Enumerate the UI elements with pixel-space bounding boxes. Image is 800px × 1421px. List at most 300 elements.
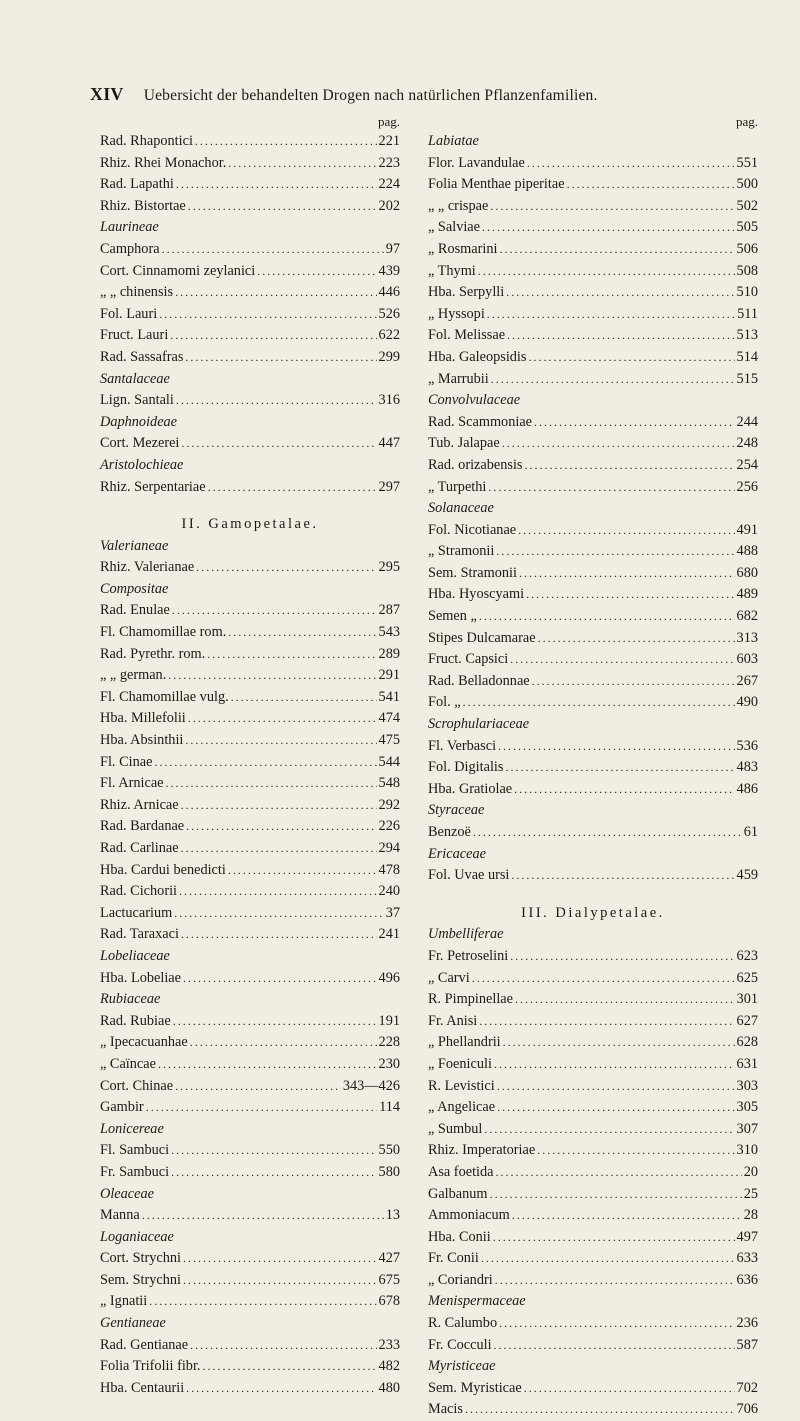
family-name: Lobeliaceae (100, 947, 170, 964)
leader-dots (497, 1097, 734, 1119)
page-ref: 287 (378, 602, 400, 619)
leader-dots (159, 304, 376, 326)
page-ref: 305 (736, 1099, 758, 1116)
drug-name: Rhiz. Bistortae (100, 197, 186, 214)
page-ref: 491 (736, 521, 758, 538)
page-ref: 297 (378, 478, 400, 495)
page-ref: 500 (736, 176, 758, 193)
page-ref: 233 (378, 1336, 400, 1353)
leader-dots (162, 239, 384, 261)
drug-name: „ Phellandrii (428, 1034, 501, 1051)
leader-dots (185, 347, 376, 369)
drug-name: Hba. Conii (428, 1228, 491, 1245)
page-ref: 548 (378, 775, 400, 792)
drug-name: „ Caïncae (100, 1055, 156, 1072)
drug-name: Rhiz. Arnicae (100, 796, 179, 813)
leader-dots (500, 239, 735, 261)
family-heading (100, 989, 400, 1011)
family-heading (100, 455, 400, 477)
page-ref: 294 (378, 840, 400, 856)
page-ref: 299 (378, 348, 400, 365)
drug-name: R. Levistici (428, 1077, 495, 1094)
family-heading (100, 217, 400, 239)
leader-dots (532, 671, 735, 693)
drug-name: Hba. Gratiolae (428, 780, 513, 797)
leader-dots (190, 1335, 376, 1357)
page-ref: 244 (736, 413, 758, 430)
index-entry (428, 822, 758, 844)
page-ref: 505 (736, 219, 758, 236)
index-entry (100, 881, 400, 903)
leader-dots (494, 1054, 735, 1076)
index-entry (100, 347, 400, 369)
leader-dots (142, 1205, 384, 1227)
index-entry (428, 261, 758, 283)
index-entry (428, 1097, 758, 1119)
drug-name: Hba. Serpylli (428, 284, 505, 301)
index-entry (428, 477, 758, 499)
leader-dots (175, 1076, 341, 1098)
drug-name: Hba. Lobeliae (100, 969, 181, 986)
page-ref: 230 (378, 1055, 400, 1072)
leader-dots (505, 757, 734, 779)
leader-dots (497, 1076, 735, 1098)
family-heading (100, 579, 400, 601)
leader-dots (174, 903, 383, 925)
leader-dots (503, 1032, 735, 1054)
page-ref: 191 (378, 1012, 400, 1029)
leader-dots (149, 1291, 376, 1313)
leader-dots (525, 455, 735, 477)
leader-dots (567, 174, 735, 196)
page-ref: 291 (378, 667, 400, 684)
page-ref: 633 (736, 1250, 758, 1267)
drug-name: „ Thymi (428, 262, 476, 279)
page-ref: 254 (736, 456, 758, 473)
drug-name: Fr. Anisi (428, 1012, 478, 1029)
leader-dots (257, 261, 376, 283)
page-ref: 483 (736, 759, 758, 776)
leader-dots (506, 282, 734, 304)
page-ref: 248 (736, 435, 758, 452)
leader-dots (179, 881, 377, 903)
page-ref: 28 (743, 1207, 758, 1224)
family-name: Labiatae (428, 133, 479, 149)
index-entry (100, 433, 400, 455)
page-ref: 236 (736, 1315, 758, 1332)
drug-name: Fr. Petroselini (428, 947, 509, 964)
index-entry (100, 282, 400, 304)
index-entry (100, 1011, 400, 1033)
leader-dots (524, 1378, 735, 1400)
index-entry (428, 239, 758, 261)
drug-name: Gambir (100, 1099, 144, 1116)
page-ref: 682 (736, 608, 758, 625)
family-name: Laurineae (100, 219, 159, 236)
leader-dots (491, 369, 735, 391)
family-name: Gentianeae (100, 1315, 166, 1332)
page-ref: 20 (743, 1163, 758, 1180)
page-ref: 622 (378, 327, 400, 344)
leader-dots (196, 557, 376, 579)
page-ref: 515 (736, 370, 758, 387)
index-entry (428, 736, 758, 758)
family-name: Rubiaceae (100, 991, 161, 1008)
leader-dots (207, 644, 376, 666)
index-entry (428, 1205, 758, 1227)
drug-name: „ Angelicae (428, 1099, 496, 1116)
page-ref: 680 (736, 564, 758, 581)
leader-dots (186, 816, 376, 838)
index-entry (428, 865, 758, 887)
index-entry (100, 1378, 400, 1400)
page-ref: 631 (736, 1055, 758, 1072)
drug-name: Sem. Stramonii (428, 564, 517, 581)
index-entry (100, 795, 400, 817)
index-entry (100, 557, 400, 579)
drug-name: Galbanum (428, 1185, 488, 1202)
drug-name: Rad. Taraxaci (100, 926, 179, 943)
index-entry (100, 174, 400, 196)
index-entry (428, 1184, 758, 1206)
index-entry (100, 838, 400, 860)
family-heading (100, 946, 400, 968)
drug-name: Lactucarium (100, 904, 173, 921)
section-heading (100, 514, 400, 536)
drug-name: Rhiz. Valerianae (100, 559, 195, 576)
leader-dots (481, 1248, 735, 1270)
leader-dots (154, 752, 376, 774)
index-entry (428, 541, 758, 563)
drug-name: Rad. Belladonnae (428, 672, 530, 689)
index-entry (428, 217, 758, 239)
leader-dots (538, 628, 735, 650)
leader-dots (514, 779, 734, 801)
index-entry (100, 752, 400, 774)
page-number: XIV (90, 84, 124, 104)
drug-name: Sem. Myristicae (428, 1379, 522, 1396)
drug-name: Fruct. Lauri (100, 327, 169, 344)
page-ref: 343—426 (342, 1077, 400, 1094)
leader-dots (465, 1399, 735, 1421)
index-entry (428, 779, 758, 801)
drug-name: Hba. Cardui benedicti (100, 861, 226, 878)
leader-dots (231, 687, 377, 709)
index-entry (100, 261, 400, 283)
leader-dots (490, 1184, 742, 1206)
drug-name: Hba. Millefolii (100, 710, 186, 727)
family-heading (428, 714, 758, 736)
drug-name: „ Stramonii (428, 543, 495, 560)
index-entry (428, 1313, 758, 1335)
leader-dots (203, 1356, 377, 1378)
index-entry (428, 649, 758, 671)
drug-name: Rad. Bardanae (100, 818, 185, 835)
page-ref: 702 (736, 1379, 758, 1396)
drug-name: „ „ chinensis (100, 284, 174, 301)
leader-dots (472, 968, 735, 990)
drug-name: Tub. Jalapae (428, 435, 500, 452)
leader-dots (487, 304, 735, 326)
index-entry (100, 968, 400, 990)
page-ref: 488 (736, 543, 758, 560)
index-entry (428, 455, 758, 477)
leader-dots (490, 196, 734, 218)
page-ref: 202 (378, 197, 400, 214)
page-ref: 221 (378, 133, 400, 149)
index-entry (100, 1291, 400, 1313)
index-entry (100, 131, 400, 153)
family-name: Myristiceae (428, 1358, 496, 1375)
drug-name: Fl. Chamomillae vulg. (100, 688, 229, 705)
drug-name: Fol. Uvae ursi (428, 867, 510, 884)
drug-name: „ Salviae (428, 219, 481, 236)
index-entry (428, 563, 758, 585)
drug-name: Fol. Melissae (428, 327, 506, 344)
index-entry (428, 968, 758, 990)
family-name: Convolvulaceae (428, 392, 521, 409)
leader-dots (537, 1140, 734, 1162)
index-entry (100, 390, 400, 412)
leader-dots (172, 600, 377, 622)
page-ref: 295 (378, 559, 400, 576)
page-header (90, 84, 730, 105)
page-ref: 478 (378, 861, 400, 878)
index-entry (428, 1162, 758, 1184)
drug-name: „ Marrubii (428, 370, 489, 387)
leader-dots (166, 773, 377, 795)
index-entry (100, 1076, 400, 1098)
leader-dots (473, 822, 742, 844)
drug-name: Rad. Rubiae (100, 1012, 171, 1029)
index-entry (428, 1054, 758, 1076)
drug-name: „ „ crispae (428, 197, 489, 214)
drug-name: Rad. Lapathi (100, 176, 174, 193)
index-entry (100, 622, 400, 644)
leader-dots (496, 541, 734, 563)
family-name: Valerianeae (100, 537, 169, 554)
leader-dots (511, 865, 734, 887)
leader-dots (181, 838, 377, 860)
index-entry (428, 347, 758, 369)
drug-name: „ „ german. (100, 667, 167, 684)
drug-name: Fl. Sambuci (100, 1142, 170, 1159)
index-entry (428, 1011, 758, 1033)
drug-name: Camphora (100, 240, 160, 257)
drug-name: Fol. „ (428, 694, 461, 711)
family-heading (428, 131, 758, 153)
leader-dots (488, 477, 734, 499)
family-name: Oleaceae (100, 1185, 154, 1202)
drug-name: „ Turpethi (428, 478, 487, 495)
page-ref: 550 (378, 1142, 400, 1159)
page-ref: 675 (378, 1271, 400, 1288)
family-heading (100, 412, 400, 434)
family-name: Ericaceae (428, 845, 486, 862)
pag-label: pag. (377, 114, 400, 129)
leader-dots (188, 196, 377, 218)
index-entry (428, 1378, 758, 1400)
leader-dots (176, 390, 377, 412)
drug-name: Fr. Cocculi (428, 1336, 492, 1353)
page-ref: 256 (736, 478, 758, 495)
index-entry (428, 946, 758, 968)
drug-name: Sem. Strychni (100, 1271, 182, 1288)
index-entry (428, 1270, 758, 1292)
drug-name: Macis (428, 1401, 463, 1418)
drug-name: Rad. Gentianae (100, 1336, 189, 1353)
drug-name: Ammoniacum (428, 1207, 510, 1224)
index-entry (100, 816, 400, 838)
page-ref: 447 (378, 435, 400, 452)
leader-dots (176, 174, 377, 196)
index-entry (100, 1335, 400, 1357)
drug-name: Fl. Chamomillae rom. (100, 624, 227, 641)
index-entry (428, 174, 758, 196)
page-ref: 226 (378, 818, 400, 835)
drug-name: Rad. Scammoniae (428, 413, 533, 430)
leader-dots (195, 131, 377, 153)
drug-name: Hba. Hyoscyami (428, 586, 525, 603)
drug-name: „ Ipecacuanhae (100, 1034, 188, 1051)
index-entry (100, 1097, 400, 1119)
index-entry (100, 1140, 400, 1162)
leader-dots (502, 433, 735, 455)
page-ref: 61 (743, 824, 758, 840)
leader-dots (496, 1162, 742, 1184)
drug-name: Fr. Sambuci (100, 1163, 170, 1180)
family-name: Styraceae (428, 802, 485, 819)
page-ref: 240 (378, 883, 400, 900)
leader-dots (518, 520, 734, 542)
page-ref: 486 (736, 780, 758, 797)
page-ref: 224 (378, 176, 400, 193)
drug-name: Cort. Chinae (100, 1077, 174, 1094)
page-ref: 97 (385, 240, 400, 257)
page-ref: 482 (378, 1358, 400, 1375)
drug-name: Rad. Cichorii (100, 883, 178, 900)
family-name: Menispermaceae (428, 1293, 526, 1310)
index-entry (100, 600, 400, 622)
drug-name: Rad. Sassafras (100, 348, 184, 365)
index-entry (428, 692, 758, 714)
leader-dots (528, 347, 734, 369)
index-entry (100, 665, 400, 687)
drug-name: Rad. Rhapontici (100, 133, 193, 149)
index-entry (100, 1054, 400, 1076)
index-entry (100, 687, 400, 709)
page-ref: 497 (736, 1228, 758, 1245)
drug-name: Fol. Digitalis (428, 759, 504, 776)
index-entry (100, 196, 400, 218)
leader-dots (498, 736, 735, 758)
index-entry (428, 1140, 758, 1162)
page-ref: 706 (736, 1401, 758, 1418)
index-entry (428, 282, 758, 304)
leader-dots (482, 217, 735, 239)
family-heading (428, 844, 758, 866)
index-entry (100, 644, 400, 666)
drug-name: Fruct. Capsici (428, 651, 509, 668)
drug-name: Fol. Nicotianae (428, 521, 517, 538)
page-ref: 513 (736, 327, 758, 344)
leader-dots (519, 563, 735, 585)
page-ref: 603 (736, 651, 758, 668)
drug-name: Cort. Cinnamomi zeylanici (100, 262, 256, 279)
index-entry (428, 369, 758, 391)
pag-label: pag. (735, 114, 758, 129)
index-entry (100, 1032, 400, 1054)
drug-name: Flor. Lavandulae (428, 154, 525, 171)
page-ref: 228 (378, 1034, 400, 1051)
index-entry (428, 196, 758, 218)
index-entry (428, 671, 758, 693)
index-entry (428, 584, 758, 606)
page-ref: 536 (736, 737, 758, 754)
page-ref: 427 (378, 1250, 400, 1267)
leader-dots (527, 153, 735, 175)
page-ref: 625 (736, 969, 758, 986)
leader-dots (479, 1011, 734, 1033)
page-ref: 496 (378, 969, 400, 986)
drug-name: „ Coriandri (428, 1271, 493, 1288)
section-name: III. Dialypetalae. (521, 904, 665, 921)
left-column (100, 114, 400, 1399)
leader-dots (534, 412, 735, 434)
leader-dots (515, 989, 735, 1011)
index-entry (428, 1399, 758, 1421)
index-entry (428, 1335, 758, 1357)
drug-name: Fl. Verbasci (428, 737, 497, 754)
leader-dots (228, 622, 376, 644)
leader-dots (146, 1097, 377, 1119)
leader-dots (484, 1119, 734, 1141)
right-column (428, 114, 758, 1421)
page-ref: 678 (378, 1293, 400, 1310)
family-name: Santalaceae (100, 370, 170, 387)
page-ref: 446 (378, 284, 400, 301)
drug-name: Rad. Carlinae (100, 840, 179, 856)
drug-name: R. Pimpinellae (428, 991, 513, 1008)
page-ref: 506 (736, 240, 758, 257)
index-entry (100, 325, 400, 347)
drug-name: Folia Trifolii fibr. (100, 1358, 201, 1375)
page-ref: 303 (736, 1077, 758, 1094)
leader-dots (463, 692, 735, 714)
page-ref: 114 (379, 1099, 400, 1116)
page-ref: 307 (736, 1120, 758, 1137)
page-ref: 301 (736, 991, 758, 1008)
page-ref: 13 (385, 1207, 400, 1224)
drug-name: Asa foetida (428, 1163, 494, 1180)
leader-dots (186, 1378, 376, 1400)
drug-name: Hba. Centaurii (100, 1379, 185, 1396)
page-ref: 439 (378, 262, 400, 279)
drug-name: Lign. Santali (100, 392, 174, 409)
family-heading (100, 1227, 400, 1249)
leader-dots (507, 325, 735, 347)
index-entry (428, 433, 758, 455)
drug-name: Cort. Mezerei (100, 435, 180, 452)
drug-name: Cort. Strychni (100, 1250, 182, 1267)
index-entry (100, 773, 400, 795)
index-entry (100, 1205, 400, 1227)
page-ref: 289 (378, 645, 400, 662)
drug-name: Rad. Enulae (100, 602, 170, 619)
leader-dots (171, 1140, 376, 1162)
page-ref: 587 (736, 1336, 758, 1353)
leader-dots (173, 1011, 377, 1033)
